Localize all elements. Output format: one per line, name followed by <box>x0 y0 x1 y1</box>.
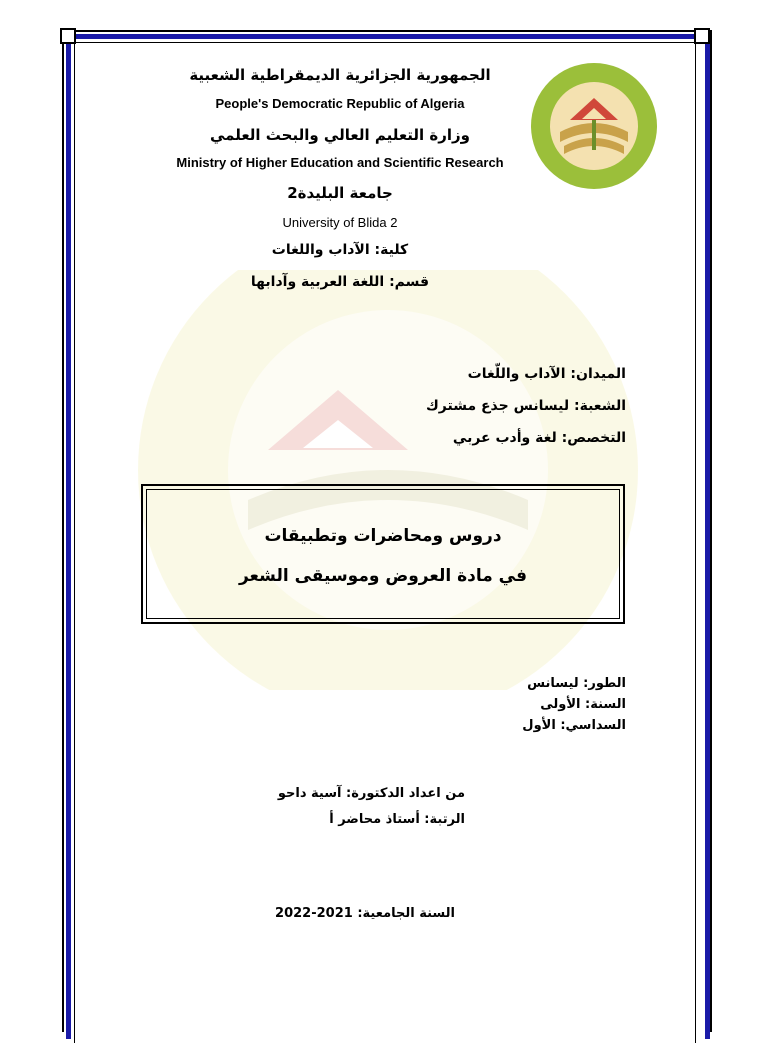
field-branch: الشعبة: ليسانس جذع مشترك <box>425 398 626 414</box>
corner-ornament-left <box>60 28 76 44</box>
university-watermark <box>118 270 658 690</box>
ministry-arabic: وزارة التعليم العالي والبحث العلمي <box>209 126 471 144</box>
field-specialty: التخصص: لغة وأدب عربي <box>452 430 626 446</box>
republic-english: People's Democratic Republic of Algeria <box>215 96 465 111</box>
ministry-english: Ministry of Higher Education and Scientific Research <box>176 155 504 170</box>
university-arabic: جامعة البليدة2 <box>287 184 393 202</box>
title-line-2: في مادة العروض وموسيقى الشعر <box>238 566 527 586</box>
level-cycle: الطور: ليسانس <box>527 676 626 691</box>
level-year: السنة: الأولى <box>540 697 626 712</box>
university-english: University of Blida 2 <box>282 215 398 230</box>
title-box <box>141 484 625 624</box>
department: قسم: اللغة العربية وآدابها <box>250 274 430 290</box>
academic-year: السنة الجامعية: 2021-2022 <box>275 906 455 921</box>
level-semester: السداسي: الأول <box>522 718 626 733</box>
title-box-inner-border <box>146 489 620 619</box>
faculty: كلية: الآداب واللغات <box>271 242 409 258</box>
author-name: من اعداد الدكتورة: آسية داحو <box>277 786 465 801</box>
author-rank: الرتبة: أستاذ محاضر أ <box>329 812 465 827</box>
republic-arabic: الجمهورية الجزائرية الديمقراطية الشعبية <box>189 66 491 84</box>
title-line-1: دروس ومحاضرات وتطبيقات <box>264 526 502 546</box>
corner-ornament-right <box>694 28 710 44</box>
field-domain: الميدان: الآداب واللّغات <box>467 366 626 382</box>
